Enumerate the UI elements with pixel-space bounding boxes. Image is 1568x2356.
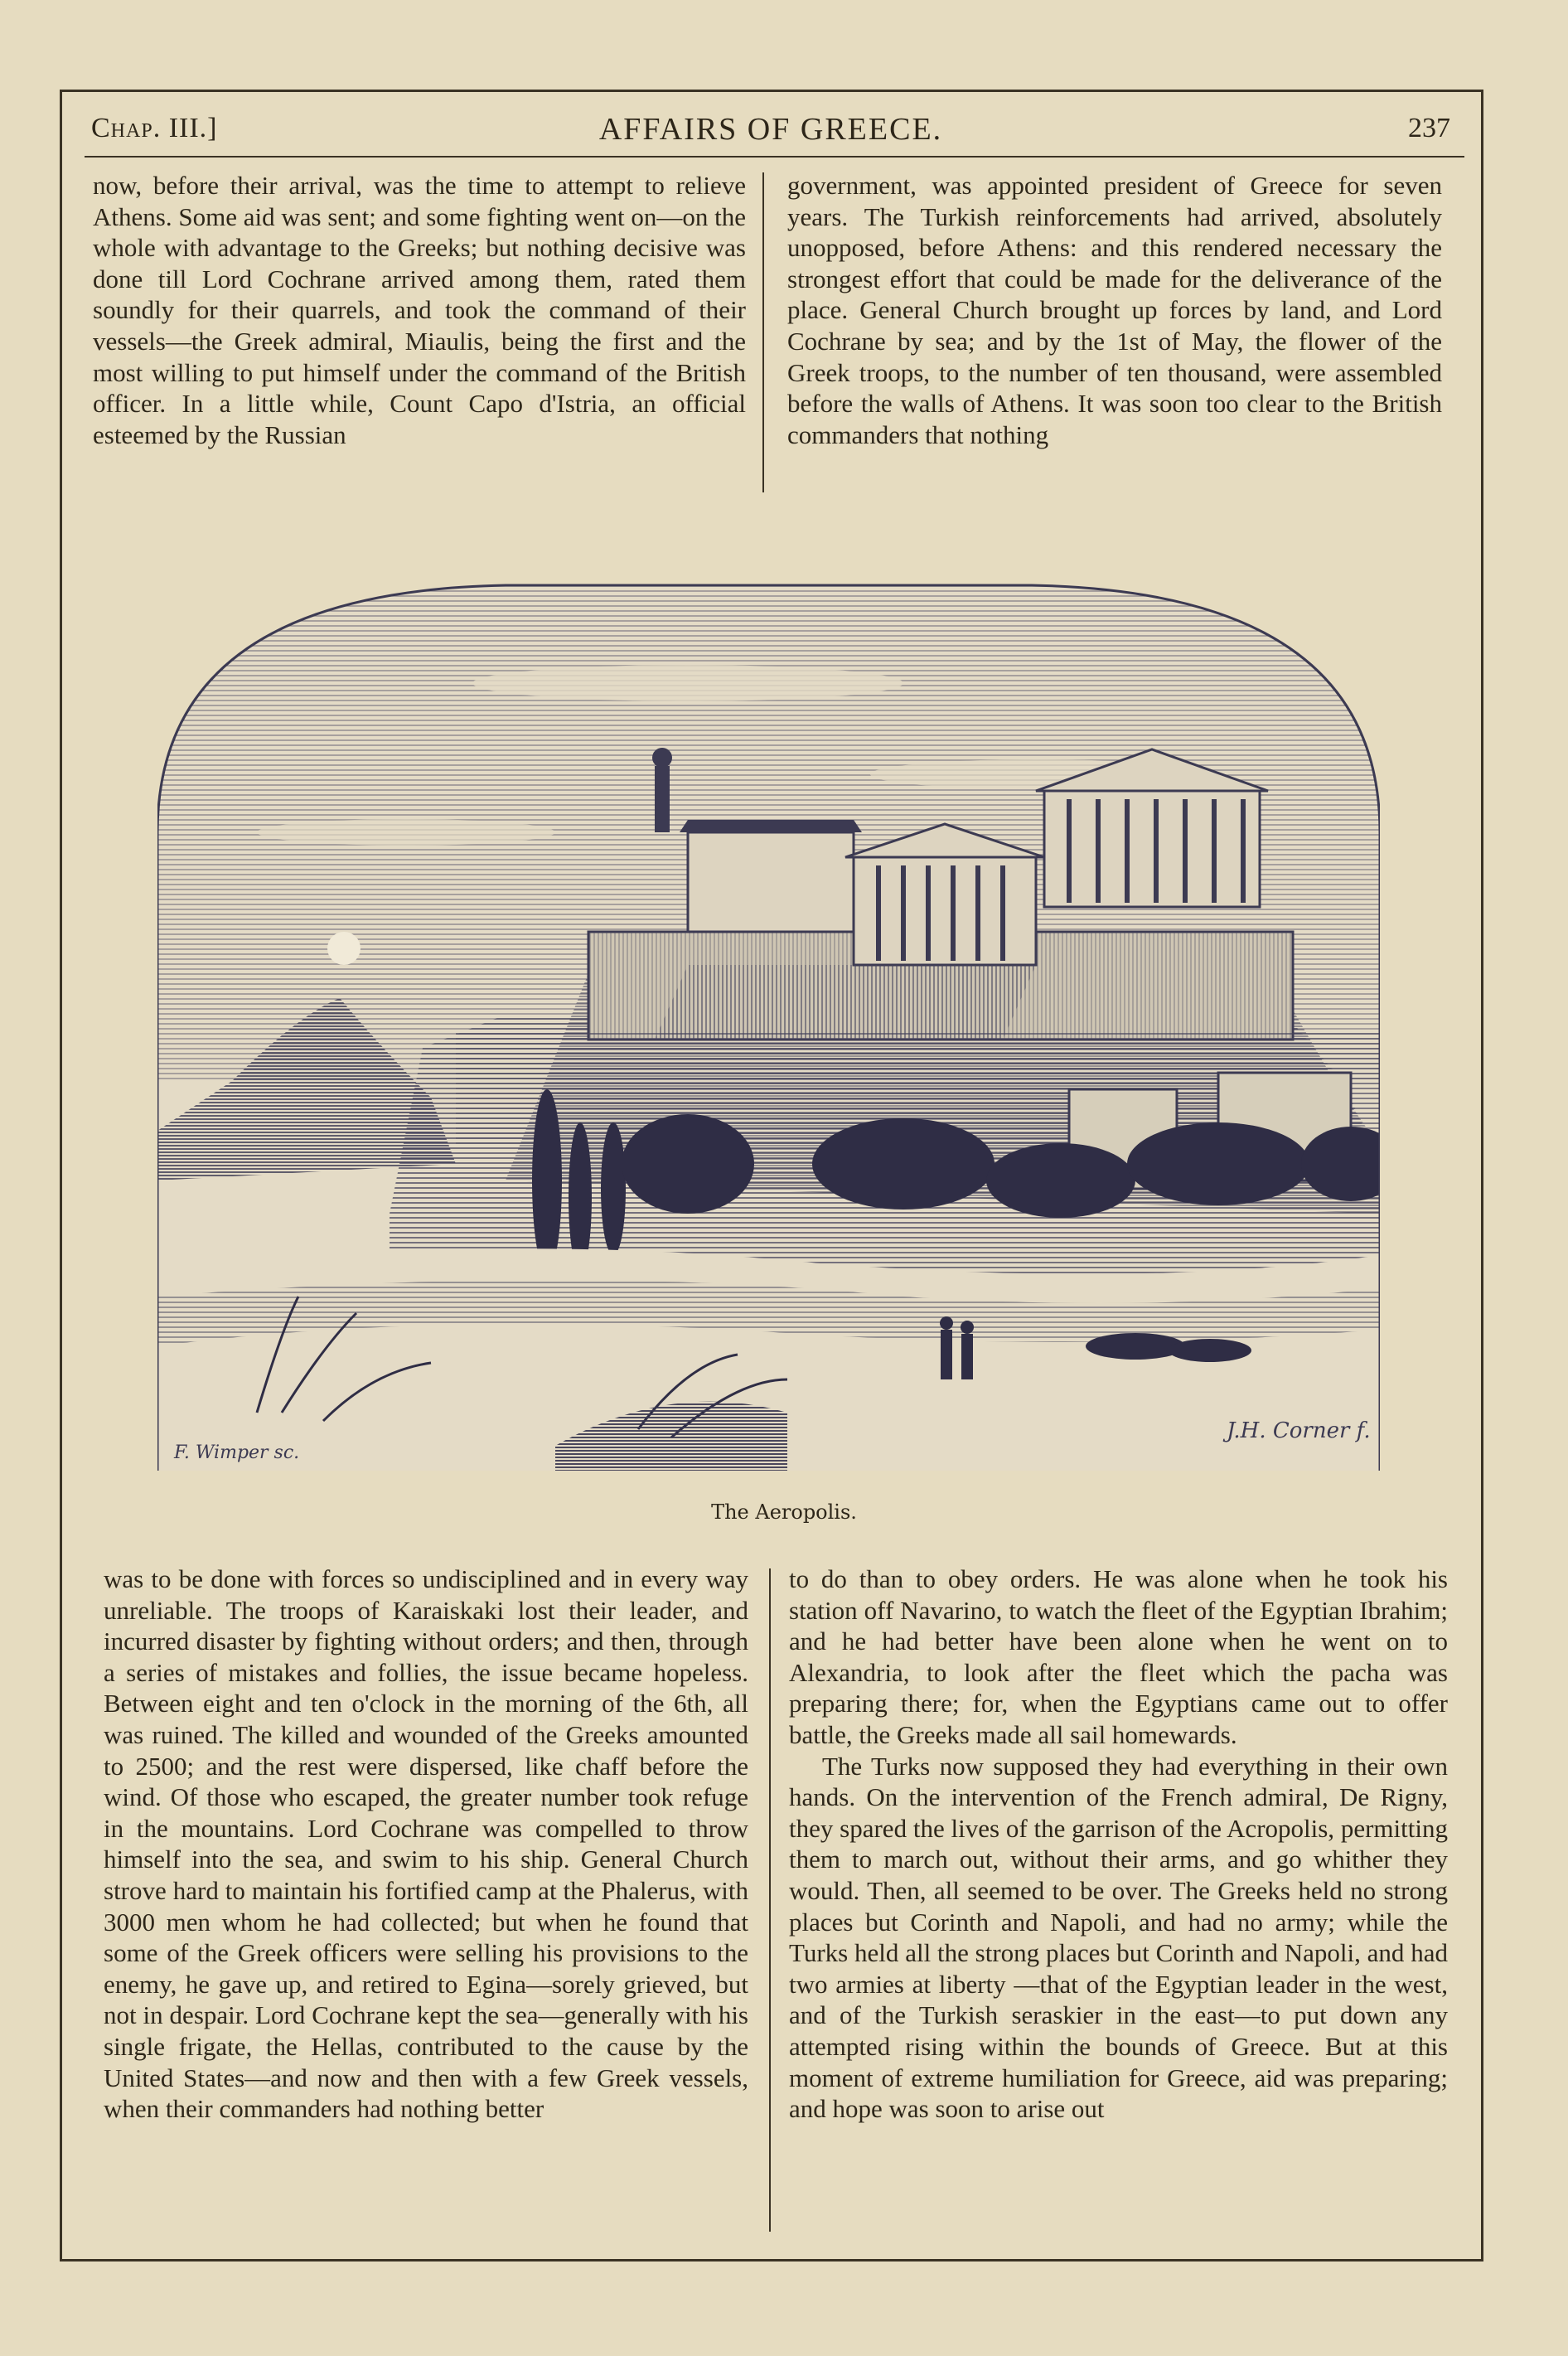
chapter-label: Chap. III.]: [91, 113, 218, 143]
column-divider: [769, 1568, 771, 2232]
artist-signature: J.H. Corner f.: [1227, 1418, 1371, 1443]
paragraph: The Turks now supposed they had everything in their own hands. On the intervention of the French admiral, De Rigny, they spared the lives of the garrison of the Acropolis, permitting them to march out, without their arms, and go whither they would. Then, all seemed to be over. The Greeks held no strong places but Corinth and Napoli, and had no army; while the Turks held all the strong places but Corinth and Napoli, and had two armies at liberty —that of the Egyptian leader in the west, and of the Turkish seraskier in the east—to put down any attempted rising within the bounds of Greece. But at this moment of extreme humiliation for Greece, aid was preparing; and hope was soon to arise out: [789, 1751, 1448, 2124]
running-header: [91, 106, 1450, 156]
paragraph: was to be done with forces so undisciplined and in every way unreliable. The troops of Karaiskaki lost their leader, and incurred disaster by fighting without orders; and then, through a series of mistakes and follies, the issue became hopeless. Between eight and ten o'clock in the morning of the 6th, all was ruined. The killed and wounded of the Greeks amounted to 2500; and the rest were dispersed, like chaff before the wind. Of those who escaped, the greater number took refuge in the mountains. Lord Cochrane was compelled to throw himself into the sea, and swim to his ship. General Church strove hard to maintain his fortified camp at the Phalerus, with 3000 men whom he had collected; but when he found that some of the Greek officers were selling his provisions to the enemy, he gave up, and retired to Egina—sorely grieved, but not in despair. Lord Cochrane kept the sea—generally with his single frigate, the Hellas, contributed to the cause by the United States—and now and then with a few Greek vessels, when their commanders had nothing better: [104, 1564, 748, 2124]
figure-caption: The Aeropolis.: [711, 1500, 857, 1524]
page-title: AFFAIRS OF GREECE.: [598, 112, 943, 147]
paragraph: government, was appointed president of Greece for seven years. The Turkish reinforcements had arrived, absolutely unopposed, before Athens: and this rendered necessary the strongest effort that could be made for the deliverance of the place. General Church brought up forces by land, and Lord Cochrane by sea; and by the 1st of May, the flower of the Greek troops, to the number of ten thousand, were assembled before the walls of Athens. It was soon too clear to the British commanders that nothing: [787, 171, 1442, 449]
paragraph: to do than to obey orders. He was alone when he took his station off Navarino, to watch the fleet of the Egyptian Ibrahim; and he had better have been alone when he went on to Alexandria, to look after the fleet which the pacha was preparing there; for, when the Egyptians came out to offer battle, the Greeks made all sail homewards.: [789, 1564, 1448, 1749]
engraver-signature: F. Wimper sc.: [174, 1442, 300, 1463]
paragraph: now, before their arrival, was the time to attempt to relieve Athens. Some aid was sent; and some fighting went on—on the whole with advantage to the Greeks; but nothing decisive was done till Lord Cochrane arrived among them, rated them soundly for their quarrels, and took the command of their vessels—the Greek admiral, Miaulis, being the first and the most willing to put himself under the command of the British officer. In a little while, Count Capo d'Istria, an official esteemed by the Russian: [93, 171, 746, 449]
bottom-left-column: [104, 1563, 748, 2125]
top-right-column: [787, 170, 1442, 450]
header-rule: [85, 156, 1464, 158]
top-left-column: [93, 170, 746, 450]
column-divider: [762, 172, 764, 492]
acropolis-engraving: [157, 584, 1380, 1471]
bottom-right-column: [789, 1563, 1448, 2125]
page-number: 237: [1408, 113, 1450, 143]
